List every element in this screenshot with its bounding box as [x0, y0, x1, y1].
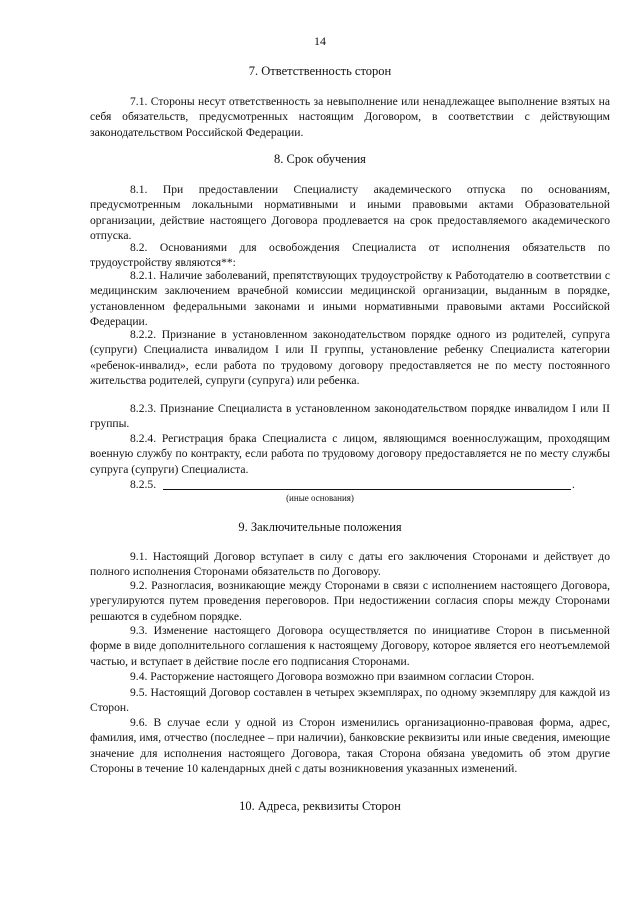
- paragraph-8-2-5: [90, 477, 610, 492]
- paragraph-8-2-2: 8.2.2. Признание в установленном законодательством порядке одного из родителей, супруга (супруги) Специалиста инвалидом I или II группы, установление ребенку Специалиста категории «ребенок-инвалид», если работа по трудовому договору предоставляется не по месту постоянного жительства родителей, супруги (супруга) или ребенка.: [90, 328, 610, 388]
- paragraph-9-3: 9.3. Изменение настоящего Договора осуществляется по инициативе Сторон в письменной форме в виде дополнительного соглашения к настоящему Договору, которое является его неотъемлемой частью, и вступает в действие после его подписания Сторонами.: [90, 624, 610, 668]
- page-number: 14: [314, 34, 326, 48]
- paragraph-8-1: 8.1. При предоставлении Специалисту академического отпуска по основаниям, предусмотренным локальными нормативными и иными правовыми актами Образовательной организации, действие настоящего Договора продлевается на срок предоставляемого академического отпуска.: [90, 183, 610, 243]
- section-9-heading: 9. Заключительные положения: [238, 520, 402, 534]
- paragraph-7-1: 7.1. Стороны несут ответственность за невыполнение или ненадлежащее выполнение взятых на себя обязательств, предусмотренных настоящим Договором, в соответствии с действующим законодательством Российской Федерации.: [90, 95, 610, 139]
- paragraph-8-2-3: 8.2.3. Признание Специалиста в установленном законодательством порядке инвалидом I или II группы.: [90, 402, 610, 431]
- paragraph-8-2-5-number: 8.2.5.: [130, 478, 157, 491]
- paragraph-8-2-4: 8.2.4. Регистрация брака Специалиста с лицом, являющимся военнослужащим, проходящим военную службу по контракту, если работа по трудовому договору предоставляется не по месту службы супруга (супруги) Специалиста.: [90, 432, 610, 476]
- paragraph-8-2: 8.2. Основаниями для освобождения Специалиста от исполнения обязательств по трудоустройству являются**:: [90, 241, 610, 270]
- section-10-heading: 10. Адреса, реквизиты Сторон: [239, 799, 401, 813]
- paragraph-9-4: 9.4. Расторжение настоящего Договора возможно при взаимном согласии Сторон.: [130, 670, 535, 683]
- fill-in-line-caption: (иные основания): [286, 493, 354, 503]
- paragraph-9-1: 9.1. Настоящий Договор вступает в силу с даты его заключения Сторонами и действует до полного исполнения Сторонами обязательств по Договору.: [90, 550, 610, 579]
- fill-in-line: [163, 489, 571, 490]
- fill-in-line-end: .: [572, 478, 575, 491]
- paragraph-9-5: 9.5. Настоящий Договор составлен в четырех экземплярах, по одному экземпляру для каждой из Сторон.: [90, 686, 610, 715]
- section-7-heading: 7. Ответственность сторон: [248, 64, 392, 78]
- paragraph-9-6: 9.6. В случае если у одной из Сторон изменились организационно-правовая форма, адрес, фамилия, имя, отчество (последнее – при наличии), банковские реквизиты или иные сведения, имеющие значение для исполнения настоящего Договора, такая Сторона обязана уведомить об этом другие Стороны в течение 10 календарных дней с даты возникновения указанных изменений.: [90, 716, 610, 776]
- paragraph-9-2: 9.2. Разногласия, возникающие между Сторонами в связи с исполнением настоящего Договора, урегулируются путем проведения переговоров. При недостижении согласия споры между Сторонами решаются в судебном порядке.: [90, 579, 610, 623]
- paragraph-8-2-1: 8.2.1. Наличие заболеваний, препятствующих трудоустройству к Работодателю в соответствии с медицинским заключением врачебной комиссии медицинской организации, выданным в порядке, установленном федеральными законами и иными нормативными правовыми актами Российской Федерации.: [90, 269, 610, 329]
- section-8-heading: 8. Срок обучения: [274, 152, 366, 166]
